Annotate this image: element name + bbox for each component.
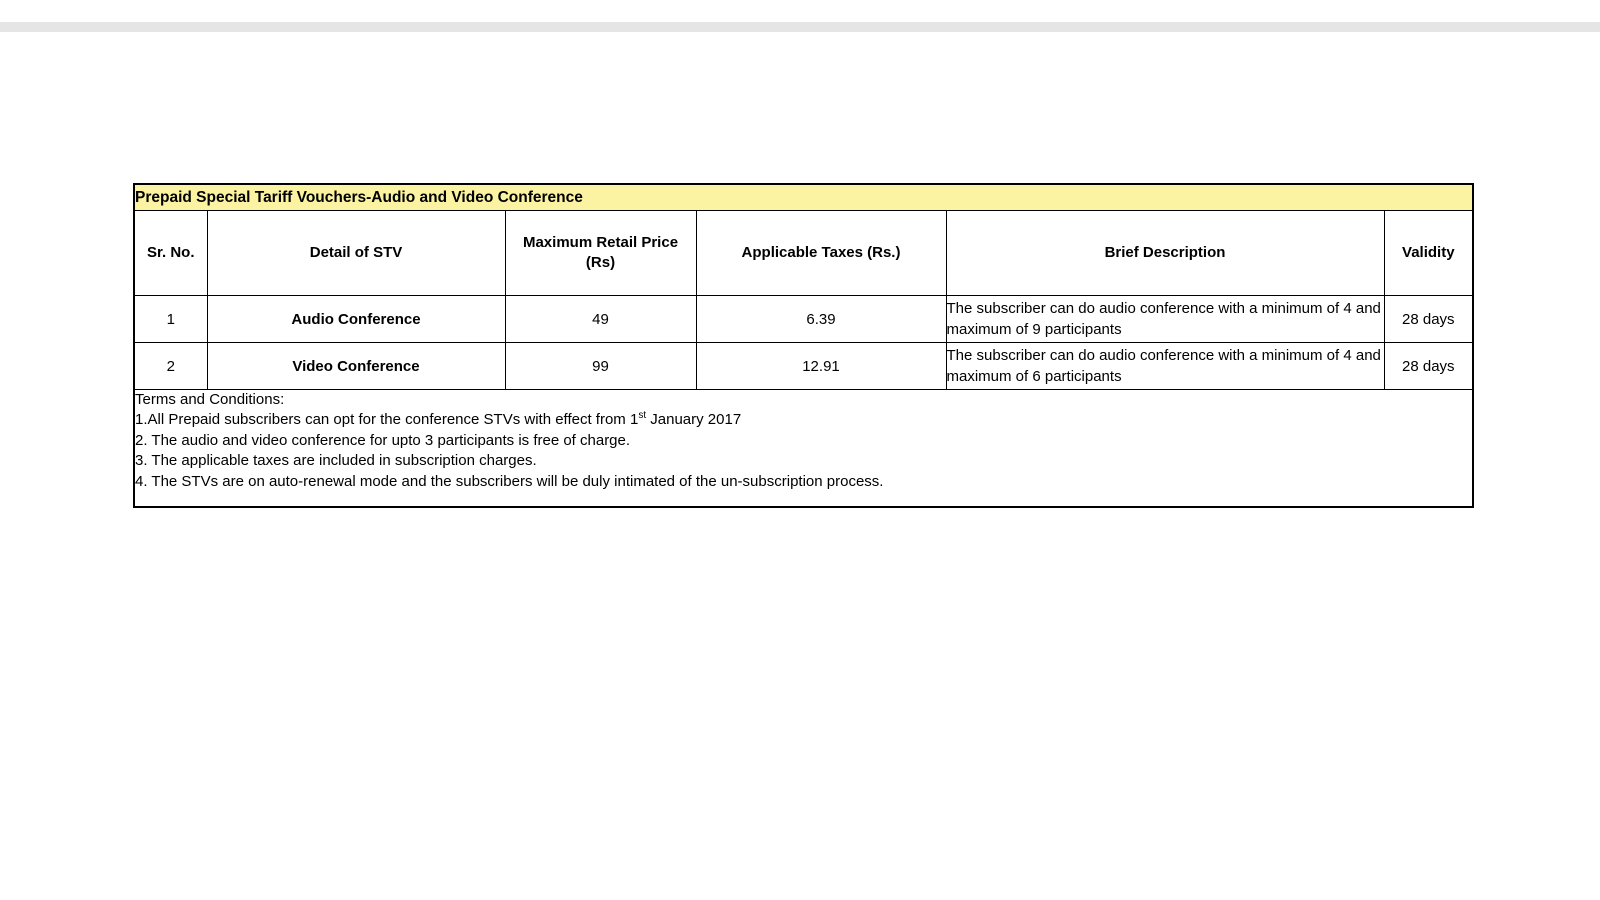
col-header-detail-of-stv-label: Detail of STV [309, 244, 403, 261]
cell-sr-no: 2 [134, 343, 207, 390]
col-header-brief-description-label: Brief Description [1104, 244, 1226, 261]
col-header-max-retail-price-label: Maximum Retail Price [522, 234, 679, 251]
col-header-max-retail-price [505, 211, 696, 296]
cell-sr-no: 1 [134, 296, 207, 343]
col-header-sr-no-label: Sr. No. [146, 244, 195, 261]
col-header-max-retail-price-unit: (Rs) [585, 254, 616, 271]
table-title-row [134, 184, 1473, 211]
terms-row [134, 390, 1473, 507]
terms-line-4: 4. The STVs are on auto-renewal mode and the subscribers will be duly intimated of the un-subscription process. [135, 472, 884, 490]
col-header-sr-no [134, 211, 207, 296]
page-top-divider-strip [0, 22, 1600, 32]
cell-detail-of-stv: Audio Conference [207, 296, 505, 343]
terms-line-1-suffix: January 2017 [646, 411, 742, 429]
cell-max-retail-price: 49 [505, 296, 696, 343]
table-title: Prepaid Special Tariff Vouchers-Audio and Video Conference [134, 184, 1473, 211]
cell-brief-description: The subscriber can do audio conference with a minimum of 4 and maximum of 9 participants [946, 296, 1384, 343]
terms-and-conditions [134, 390, 1473, 507]
terms-line-3: 3. The applicable taxes are included in subscription charges. [135, 452, 537, 470]
table-header-row [134, 211, 1473, 296]
cell-validity: 28 days [1384, 343, 1473, 390]
table-row [134, 343, 1473, 390]
col-header-applicable-taxes-label: Applicable Taxes (Rs.) [741, 244, 901, 261]
col-header-validity [1384, 211, 1473, 296]
terms-heading: Terms and Conditions: [135, 391, 285, 408]
terms-line-1 [135, 410, 1472, 430]
col-header-applicable-taxes [696, 211, 946, 296]
table-row [134, 296, 1473, 343]
cell-detail-of-stv: Video Conference [207, 343, 505, 390]
cell-applicable-taxes: 12.91 [696, 343, 946, 390]
cell-applicable-taxes: 6.39 [696, 296, 946, 343]
cell-brief-description: The subscriber can do audio conference with a minimum of 4 and maximum of 6 participants [946, 343, 1384, 390]
tariff-table [133, 183, 1474, 508]
cell-max-retail-price: 99 [505, 343, 696, 390]
col-header-validity-label: Validity [1402, 244, 1455, 261]
col-header-brief-description [946, 211, 1384, 296]
col-header-detail-of-stv [207, 211, 505, 296]
terms-line-1-prefix: 1.All Prepaid subscribers can opt for the conference STVs with effect from 1 [135, 411, 639, 429]
terms-line-1-ordinal: st [638, 410, 647, 422]
cell-validity: 28 days [1384, 296, 1473, 343]
terms-line-2: 2. The audio and video conference for upto 3 participants is free of charge. [135, 431, 631, 449]
